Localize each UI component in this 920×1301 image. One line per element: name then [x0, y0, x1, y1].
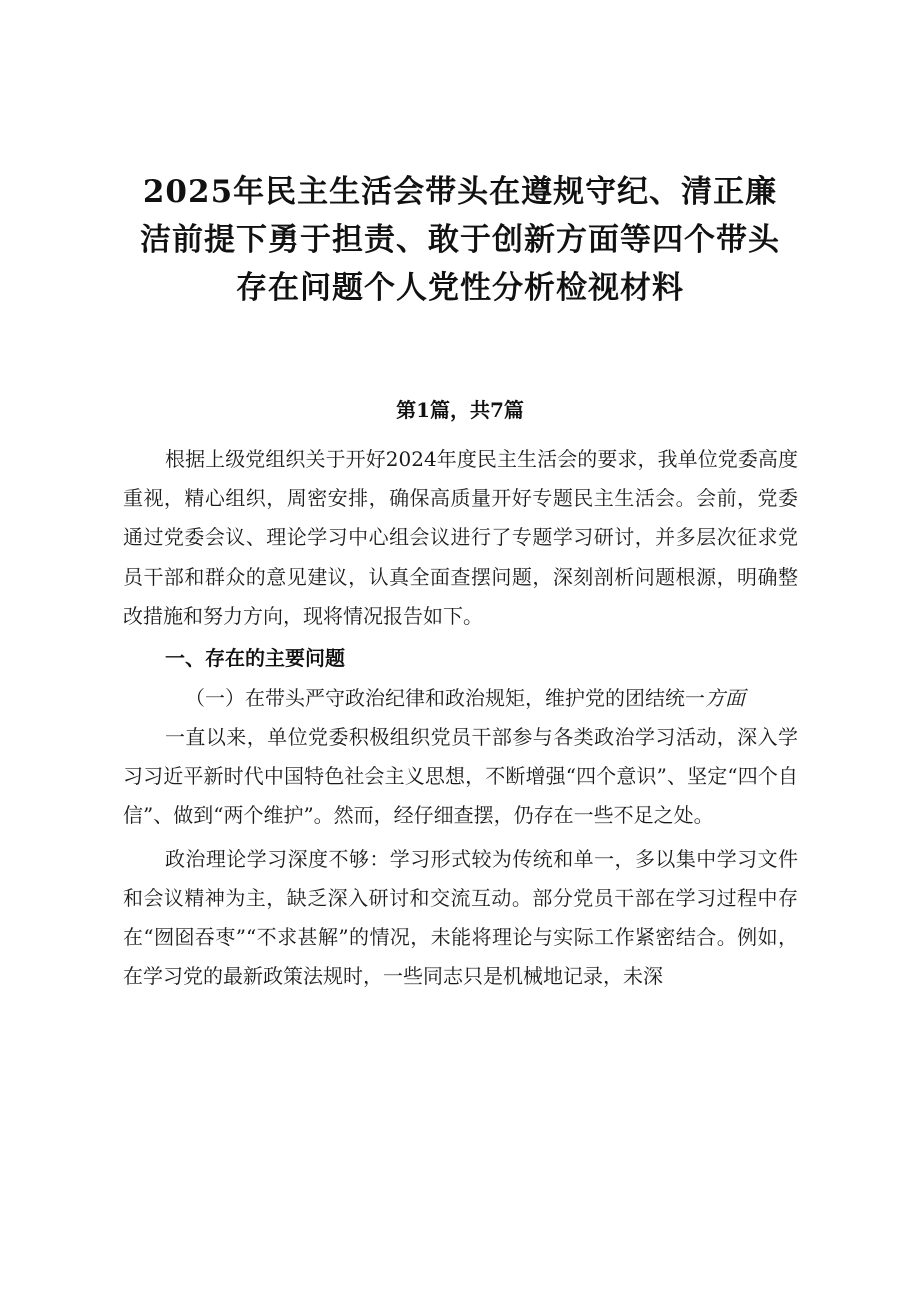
subsection-heading — [123, 678, 798, 718]
title-line-2: 洁前提下勇于担责、敢于创新方面等四个带头 — [140, 222, 780, 258]
title-line-3: 存在问题个人党性分析检视材料 — [236, 270, 684, 306]
title-line-1: 2025年民主生活会带头在遵规守纪、清正廉 — [142, 174, 778, 210]
document-body — [123, 440, 798, 996]
paragraph-2: 一直以来，单位党委积极组织党员干部参与各类政治学习活动，深入学习习近平新时代中国特色社会主义思想，不断增强“四个意识”、坚定“四个自信”、做到“两个维护”。然而，经仔细查摆，仍存在一些不足之处。 — [123, 725, 798, 828]
document-title — [90, 168, 830, 312]
intro-paragraph: 根据上级党组织关于开好2024年度民主生活会的要求，我单位党委高度重视，精心组织，周密安排，确保高质量开好专题民主生活会。会前，党委通过党委会议、理论学习中心组会议进行了专题学习研讨，并多层次征求党员干部和群众的意见建议，认真全面查摆问题，深刻剖析问题根源，明确整改措施和努力方向，现将情况报告如下。 — [123, 447, 798, 628]
subsection-heading-tail: 方面 — [705, 686, 745, 711]
part-label: 第1篇，共7篇 — [396, 398, 524, 422]
section-heading: 一、存在的主要问题 — [165, 646, 345, 671]
subsection-heading-main: （一）在带头严守政治纪律和政治规矩，维护党的团结统一 — [185, 686, 705, 711]
paragraph-3: 政治理论学习深度不够：学习形式较为传统和单一，多以集中学习文件和会议精神为主，缺乏深入研讨和交流互动。部分党员干部在学习过程中存在“囫囵吞枣”“不求甚解”的情况，未能将理论与实际工作紧密结合。例如，在学习党的最新政策法规时，一些同志只是机械地记录，未深 — [123, 846, 798, 989]
